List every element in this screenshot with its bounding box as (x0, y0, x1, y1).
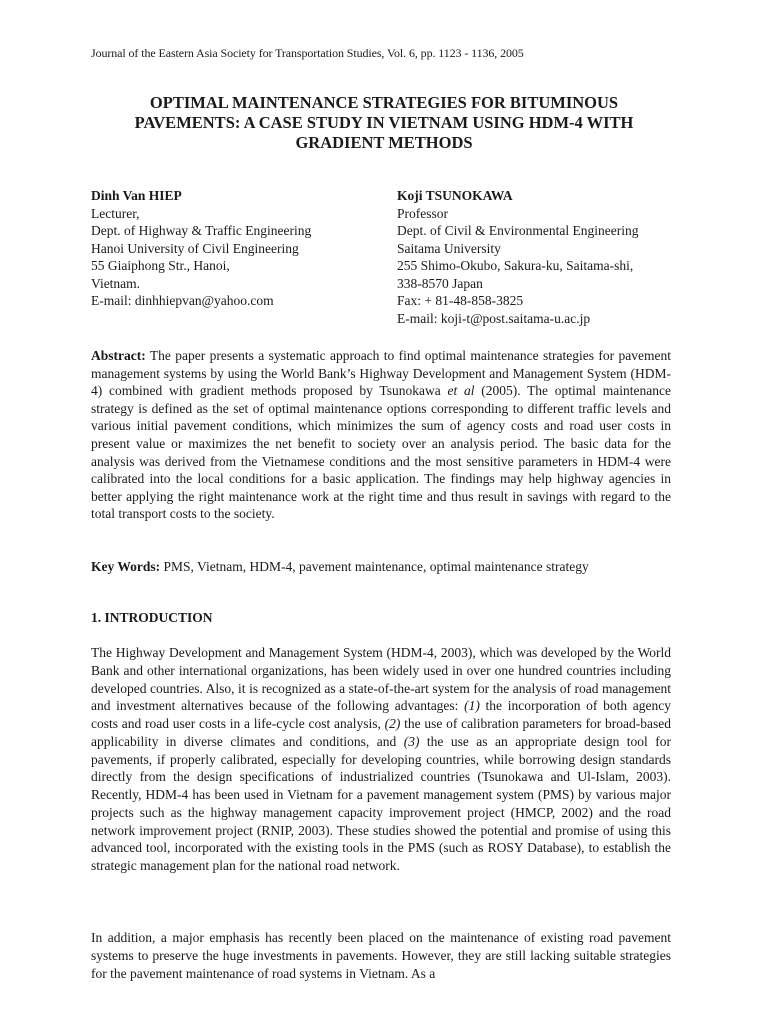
author-department: Dept. of Civil & Environmental Engineering (397, 223, 639, 238)
author-department: Dept. of Highway & Traffic Engineering (91, 223, 312, 238)
keywords (91, 558, 671, 576)
author-name: Koji TSUNOKAWA (397, 188, 513, 203)
author-email: E-mail: dinhhiepvan@yahoo.com (91, 293, 274, 308)
intro-paragraph-2: In addition, a major emphasis has recently been placed on the maintenance of existing road pavement systems to preserve the huge investments in pavements. However, they are still lacking suitable strategies for the pavement maintenance of road systems in Vietnam. As a (91, 930, 671, 981)
title-line: GRADIENT METHODS (295, 133, 473, 152)
list-marker: (2) (384, 716, 401, 731)
abstract-label: Abstract: (91, 348, 146, 363)
keywords-label: Key Words: (91, 559, 161, 574)
intro-paragraph-1 (91, 644, 671, 875)
section-heading: 1. INTRODUCTION (91, 610, 213, 625)
author-email: E-mail: koji-t@post.saitama-u.ac.jp (397, 310, 591, 326)
abstract-text-rest: (2005). The optimal maintenance strategy is defined as the set of optimal maintenance options corresponding to different traffic levels and various initial pavement conditions, which minimizes the sum of agency costs and road user costs in present value or maximizes the net benefit to society over an analysis period. The basic data for the analysis was derived from the Vietnamese conditions and the most sensitive parameters in HDM-4 were calibrated into the local conditions for a basic application. The findings may help highway agencies in better applying the right maintenance work at the right time and thus result in savings with regard to the total transport costs to the society. (91, 383, 671, 522)
author-name: Dinh Van HIEP (91, 188, 182, 203)
abstract-italic: et al (447, 383, 475, 399)
author-fax: Fax: + 81-48-858-3825 (397, 293, 524, 308)
intro-text: the incorporation of both agency costs and road user costs in a life-cycle cost analysis, (91, 698, 671, 731)
author-country: Vietnam. (91, 275, 141, 291)
author-address: 255 Shimo-Okubo, Sakura-ku, Saitama-shi, (397, 258, 634, 273)
intro-text: The Highway Development and Management System (HDM-4, 2003), which was developed by the World Bank and other international organizations, has been widely used in over one hundred countries including developed countries. Also, it is recognized as a state-of-the-art system for the analysis of road management and investment alternatives because of the following advantages: (91, 645, 671, 714)
title-line: PAVEMENTS: A CASE STUDY IN VIETNAM USING HDM-4 WITH (134, 113, 634, 132)
intro-text: the use as an appropriate design tool for pavements, if properly calibrated, especially for developing countries, while borrowing design standards directly from the design specifications of industrialized countries (Tsunokawa and Ul-Islam, 2003). Recently, HDM-4 has been used in Vietnam for a pavement management system (PMS) by various major projects such as the highway management capacity improvement project (HMCP, 2002) and the road network improvement project (RNIP, 2003). These studies showed the potential and promise of using this advanced tool, incorporated with the existing tools in the PMS (such as ROSY Database), to establish the strategic management plan for the national road network. (91, 733, 672, 873)
list-marker: (1) (464, 698, 480, 714)
abstract (91, 347, 671, 523)
author-postcode: 338-8570 Japan (397, 275, 483, 291)
abstract-text: The paper presents a systematic approach to find optimal maintenance strategies for pavement management systems by using the World Bank’s Highway Development and Management System (HDM-4) combined with gradient methods proposed by Tsunokawa (91, 348, 671, 399)
author-position: Lecturer, (91, 205, 140, 221)
intro-text: the use of calibration parameters for broad-based applicability in diverse climates and conditions, and (91, 716, 671, 749)
title-line: OPTIMAL MAINTENANCE STRATEGIES FOR BITUMINOUS (149, 93, 619, 112)
author-university: Saitama University (397, 240, 501, 256)
author-university: Hanoi University of Civil Engineering (91, 240, 299, 256)
list-marker: (3) (403, 733, 420, 749)
journal-header: Journal of the Eastern Asia Society for Transportation Studies, Vol. 6, pp. 1123 - 1136, 2005 (91, 46, 524, 60)
author-position: Professor (397, 205, 448, 221)
paper-title (84, 93, 684, 153)
author-address: 55 Giaiphong Str., Hanoi, (91, 258, 230, 273)
author-block-hiep (91, 187, 381, 310)
author-block-tsunokawa (397, 187, 697, 327)
keywords-text: PMS, Vietnam, HDM-4, pavement maintenance, optimal maintenance strategy (160, 559, 589, 574)
